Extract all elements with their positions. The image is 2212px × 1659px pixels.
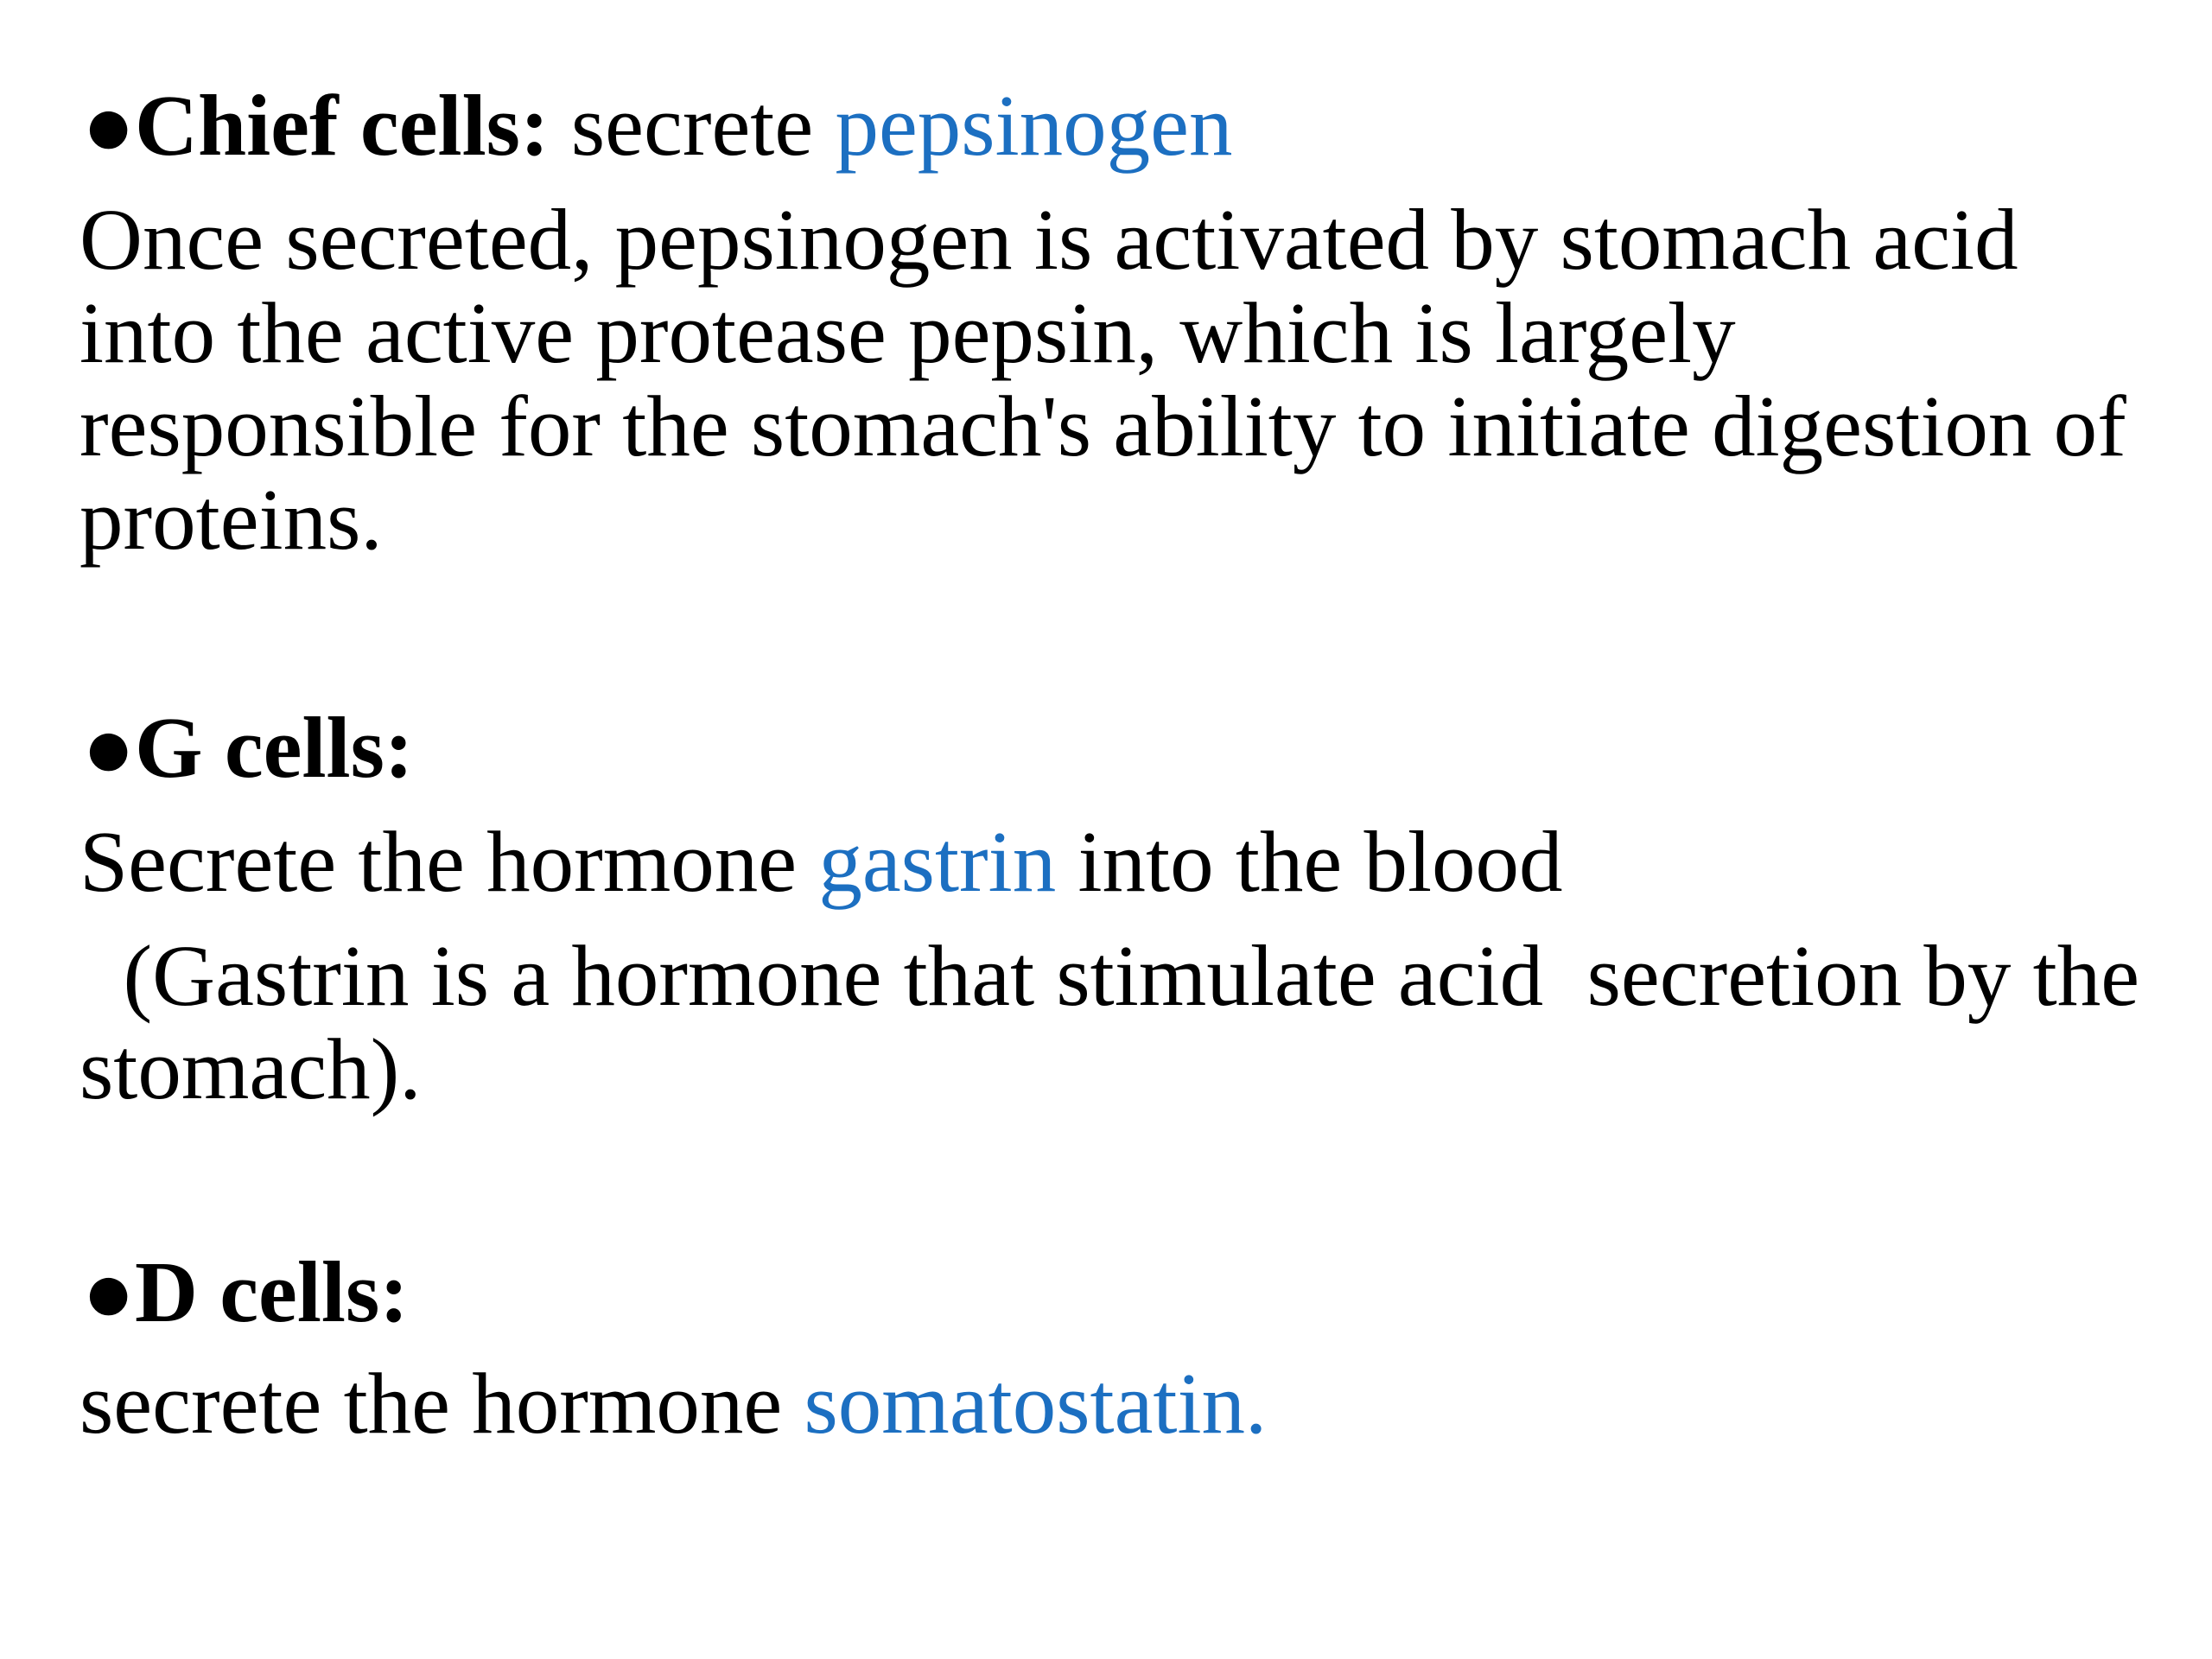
chief-cells-heading <box>82 77 1233 174</box>
description-line: responsible for the stomach's ability to initiate digestion of <box>79 378 2126 474</box>
somatostatin-highlight: somatostatin. <box>804 1355 1268 1452</box>
description-line: Once secreted, pepsinogen is activated by stomach acid <box>79 191 2018 288</box>
chief-cells-lead: secrete <box>549 77 836 174</box>
note-line: stomach). <box>79 1020 422 1117</box>
pepsinogen-highlight: pepsinogen <box>835 77 1233 174</box>
gastrin-note <box>79 929 2139 1116</box>
d-cells-term: D cells: <box>135 1243 409 1340</box>
bullet-icon: ● <box>82 77 136 174</box>
g-cells-term: G cells: <box>135 699 414 796</box>
g-cells-line-post: into the blood <box>1056 813 1563 910</box>
d-cells-heading <box>82 1243 409 1340</box>
description-line: proteins. <box>79 471 383 568</box>
note-line: (Gastrin is a hormone that stimulate acid secretion by the <box>79 927 2140 1024</box>
gastrin-highlight: gastrin <box>818 813 1057 910</box>
chief-cells-term: Chief cells: <box>135 77 550 174</box>
bullet-icon: ● <box>82 699 136 796</box>
d-cells-line-pre: secrete the hormone <box>79 1355 804 1452</box>
g-cells-heading <box>82 699 414 796</box>
chief-cells-description <box>79 193 2126 566</box>
g-cells-line <box>79 815 1563 908</box>
g-cells-line-pre: Secrete the hormone <box>79 813 819 910</box>
bullet-icon: ● <box>82 1243 136 1340</box>
description-line: into the active protease pepsin, which is largely <box>79 284 1736 381</box>
d-cells-line <box>79 1357 1267 1450</box>
